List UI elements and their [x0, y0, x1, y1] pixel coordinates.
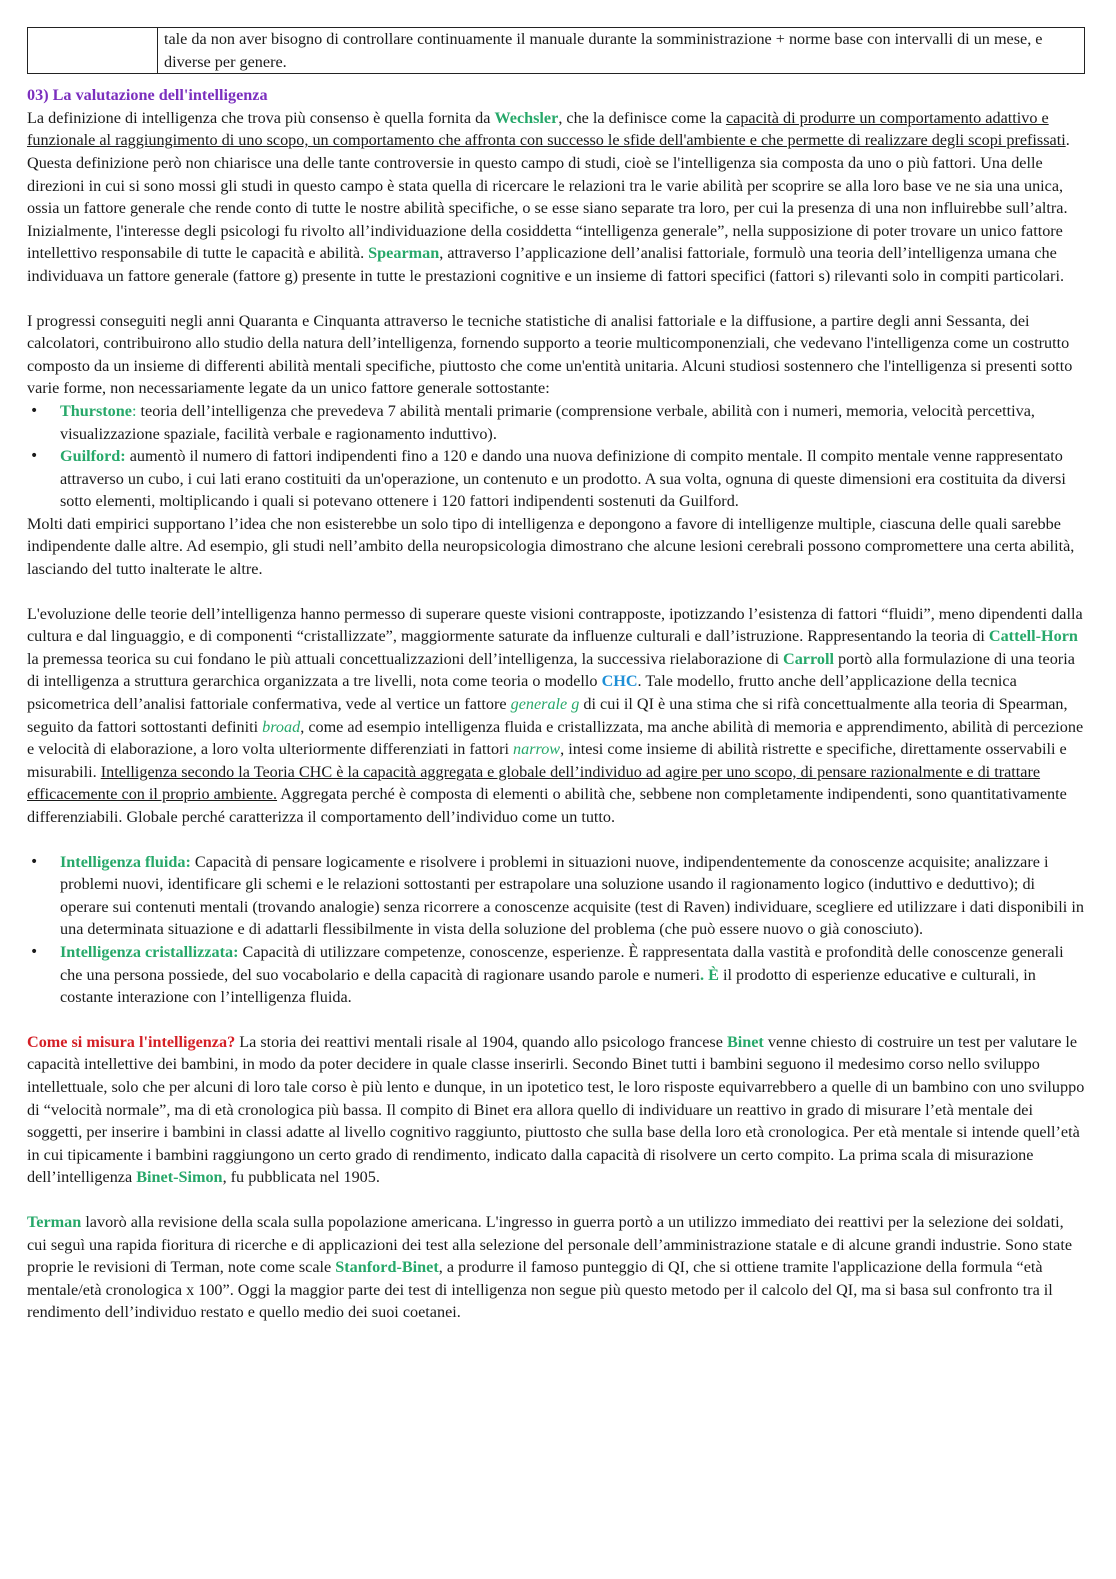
term-narrow: narrow: [513, 740, 561, 759]
paragraph-binet: Come si misura l'intelligenza? La storia dei reattivi mentali risale al 1904, quando allo psicologo francese Binet venne chiesto di costruire un test per valutare le capacità intellettive dei bambini, in modo da poter decidere in quale classe inserirli. Secondo Binet tutti i bambini seguono il medesimo corso nello sviluppo intellettuale, solo che per alcuni di loro tale corso è più lento e dunque, in un ipotetico test, le loro risposte equivarrebbero a quelle di un bambino con uno sviluppo di “velocità normale”, ma di età cronologica più bassa. Il compito di Binet era allora quello di individuare un reattivo in grado di misurare l’età mentale dei soggetti, per inserire i bambini in classi adatte al livello cognitivo raggiunto, piuttosto che sulla base della loro età cronologica. Per età mentale si intende quell’età in cui tipicamente i bambini raggiungono un certo grado di rendimento, indicato dalla capacità di risolvere un certo compito. La prima scala di misurazione dell’intelligenza Binet-Simon, fu pubblicata nel 1905.: [27, 1032, 1085, 1187]
intelligence-types-list: [27, 851, 1085, 1009]
table-cell-text: tale da non aver bisogno di controllare continuamente il manuale durante la somministrazione + norme base con intervalli di un mese, e diverse per genere.: [158, 28, 1085, 74]
term-fluid-intelligence: Intelligenza fluida:: [60, 852, 191, 871]
list-item: • Intelligenza fluida: Capacità di pensare logicamente e risolvere i problemi in situazioni nuove, indipendentemente da conoscenze acquisite; analizzare i problemi nuovi, identificare gli schemi e le relazioni sottostanti per estrapolare una soluzione usando il ragionamento logico (induttivo e deduttivo); di operare sui contenuti mentali (trovando analogie) senza ricorrere a conoscenze acquisite (test di Raven) individuare, scegliere ed utilizzare i dati disponibili in una determinata situazione e di adattarli flessibilmente in vista della soluzione del problema (che può essere nuovo o già conosciuto).: [27, 851, 1085, 941]
theorists-list: [27, 400, 1085, 513]
name-chc: CHC: [601, 672, 638, 691]
term-generale-g: generale g: [510, 695, 580, 714]
name-wechsler: Wechsler: [494, 108, 559, 127]
paragraph-wechsler: La definizione di intelligenza che trova più consenso è quella fornita da Wechsler, che la definisce come la capacità di produrre un comportamento adattivo e funzionale al raggiungimento di uno scopo, un comportamento che affronta con successo le sfide dell'ambiente e che permette di realizzare degli scopi prefissati. Questa definizione però non chiarisce una delle tante controversie in questo campo di studi, cioè se l'intelligenza sia composta da uno o più fattori. Una delle direzioni in cui si sono mossi gli studi in questo campo è stata quella di ricercare le relazioni tra le varie abilità per scoprire se alla loro base ve ne sia una unica, ossia un fattore generale che rende conto di tutte le nostre abilità specifiche, o se esse siano separate tra loro, per cui la presenza di una non influirebbe sull’altra. Inizialmente, l'interesse degli psicologi fu rivolto all’individuazione della cosiddetta “intelligenza generale”, nella supposizione di poter trovare un unico fattore intellettivo responsabile di tutte le capacità e abilità. Spearman, attraverso l’applicazione dell’analisi fattoriale, formulò una teoria dell’intelligenza umana che individuava un fattore generale (fattore g) presente in tutte le prestazioni cognitive e un insieme di fattori specifici (fattori s) rilevanti solo in compiti particolari.: [27, 108, 1070, 285]
name-carroll: Carroll: [783, 649, 834, 668]
list-item: • Guilford: aumentò il numero di fattori indipendenti fino a 120 e dando una nuova definizione di compito mentale. Il compito mentale venne rappresentato attraverso un cubo, i cui lati erano costituiti da un'operazione, un contenuto e un prodotto. A sua volta, ognuna di queste dimensioni era costituita da diversi sotto elementi, moltiplicando i quali si potevano ottenere i 120 fattori indipendenti sostenuti da Guilford.: [27, 445, 1085, 513]
continuation-table: [27, 27, 1085, 74]
name-cattell-horn: Cattell-Horn: [988, 627, 1078, 646]
definition-chc: Intelligenza secondo la Teoria CHC è la capacità aggregata e globale dell’individuo ad agire per uno scopo, di pensare razionalmente e di trattare efficacemente con il proprio ambiente.: [27, 762, 1041, 804]
name-stanford-binet: Stanford-Binet: [335, 1258, 439, 1277]
question-heading: Come si misura l'intelligenza?: [27, 1032, 236, 1051]
document-page: [27, 27, 1085, 1324]
paragraph-multicomponent: I progressi conseguiti negli anni Quaranta e Cinquanta attraverso le tecniche statistiche di analisi fattoriale e la diffusione, a partire degli anni Sessanta, dei calcolatori, contribuirono allo studio della natura dell’intelligenza, fornendo supporto a teorie multicomponenziali, che vedevano l'intelligenza come un costrutto composto da un insieme di differenti abilità mentali specifiche, piuttosto che come un'entità unitaria. Alcuni studiosi sostennero che l'intelligenza si presenti sotto varie forme, non necessariamente legate da un unico fattore generale sottostante:: [27, 311, 1073, 398]
name-terman: Terman: [27, 1212, 82, 1231]
definition-wechsler: capacità di produrre un comportamento adattivo e funzionale al raggiungimento di uno scopo, un comportamento che affronta con successo le sfide dell'ambiente e che permette di realizzare degli scopi prefissati: [27, 108, 1066, 150]
term-broad: broad: [262, 717, 301, 736]
list-item: • Thurstone: teoria dell’intelligenza che prevedeva 7 abilità mentali primarie (comprensione verbale, abilità con i numeri, memoria, velocità percettiva, visualizzazione spaziale, facilità verbale e ragionamento induttivo).: [27, 400, 1085, 445]
section-title: 03) La valutazione dell'intelligenza: [27, 86, 268, 105]
name-thurstone: Thurstone: [60, 401, 132, 420]
paragraph-terman: Terman lavorò alla revisione della scala sulla popolazione americana. L'ingresso in guerra portò a un utilizzo immediato dei reattivi per la selezione dei soldati, cui seguì una rapida fioritura di ricerche e di applicazioni dei test alla selezione del personale dell’amministrazione statale e di alcune grandi industrie. Sono state proprie le revisioni di Terman, note come scale Stanford-Binet, a produrre il famoso punteggio di QI, che si ottiene tramite l'applicazione della formula “età mentale/età cronologica x 100”. Oggi la maggior parte dei test di intelligenza non segue più questo metodo per il calcolo del QI, ma si basa sul confronto tra il rendimento dell’individuo restato e quello medio dei suoi coetanei.: [27, 1212, 1073, 1322]
name-binet: Binet: [726, 1032, 764, 1051]
table-cell-empty: [28, 28, 158, 74]
term-crystallized-intelligence: Intelligenza cristallizzata:: [60, 942, 239, 961]
paragraph-multiple-intelligences: Molti dati empirici supportano l’idea che non esisterebbe un solo tipo di intelligenza e depongono a favore di intelligenze multiple, ciascuna delle quali sarebbe indipendente dalle altre. Ad esempio, gli studi nell’ambito della neuropsicologia dimostrano che alcune lesioni cerebrali possono compromettere una certa abilità, lasciando del tutto inalterate le altre.: [27, 514, 1075, 579]
table-row: [28, 28, 1085, 74]
paragraph-chc: L'evoluzione delle teorie dell’intelligenza hanno permesso di superare queste visioni contrapposte, ipotizzando l’esistenza di fattori “fluidi”, meno dipendenti dalla cultura e dal linguaggio, e di componenti “cristallizzate”, maggiormente saturate da influenze culturali e dall’istruzione. Rappresentando la teoria di Cattell-Horn la premessa teorica su cui fondano le più attuali concettualizzazioni dell’intelligenza, la successiva rielaborazione di Carroll portò alla formulazione di una teoria di intelligenza a struttura gerarchica organizzata a tre livelli, nota come teoria o modello CHC. Tale modello, frutto anche dell’applicazione della tecnica psicometrica dell’analisi fattoriale confermativa, vede al vertice un fattore generale g di cui il QI è una stima che si rifà concettualmente alla teoria di Spearman, seguito da fattori sottostanti definiti broad, come ad esempio intelligenza fluida e cristallizzata, ma anche abilità di memoria e apprendimento, abilità di percezione e velocità di elaborazione, a loro volta ulteriormente differenziati in fattori narrow, intesi come insieme di abilità ristrette e specifiche, direttamente osservabili e misurabili. Intelligenza secondo la Teoria CHC è la capacità aggregata e globale dell’individuo ad agire per uno scopo, di pensare razionalmente e di trattare efficacemente con il proprio ambiente. Aggregata perché è composta di elementi o abilità che, sebbene non completamente indipendenti, sono quantitativamente differenziabili. Globale perché caratterizza il comportamento dell’individuo come un tutto.: [27, 604, 1084, 826]
name-spearman: Spearman: [368, 244, 440, 263]
name-binet-simon: Binet-Simon: [136, 1168, 223, 1187]
list-item: • Intelligenza cristallizzata: Capacità di utilizzare competenze, conoscenze, esperienze. È rappresentata dalla vastità e profondità delle conoscenze generali che una persona possiede, del suo vocabolario e della capacità di ragionare usando parole e numeri. È il prodotto di esperienze educative e culturali, in costante interazione con l’intelligenza fluida.: [27, 941, 1085, 1009]
name-guilford: Guilford:: [60, 447, 126, 466]
